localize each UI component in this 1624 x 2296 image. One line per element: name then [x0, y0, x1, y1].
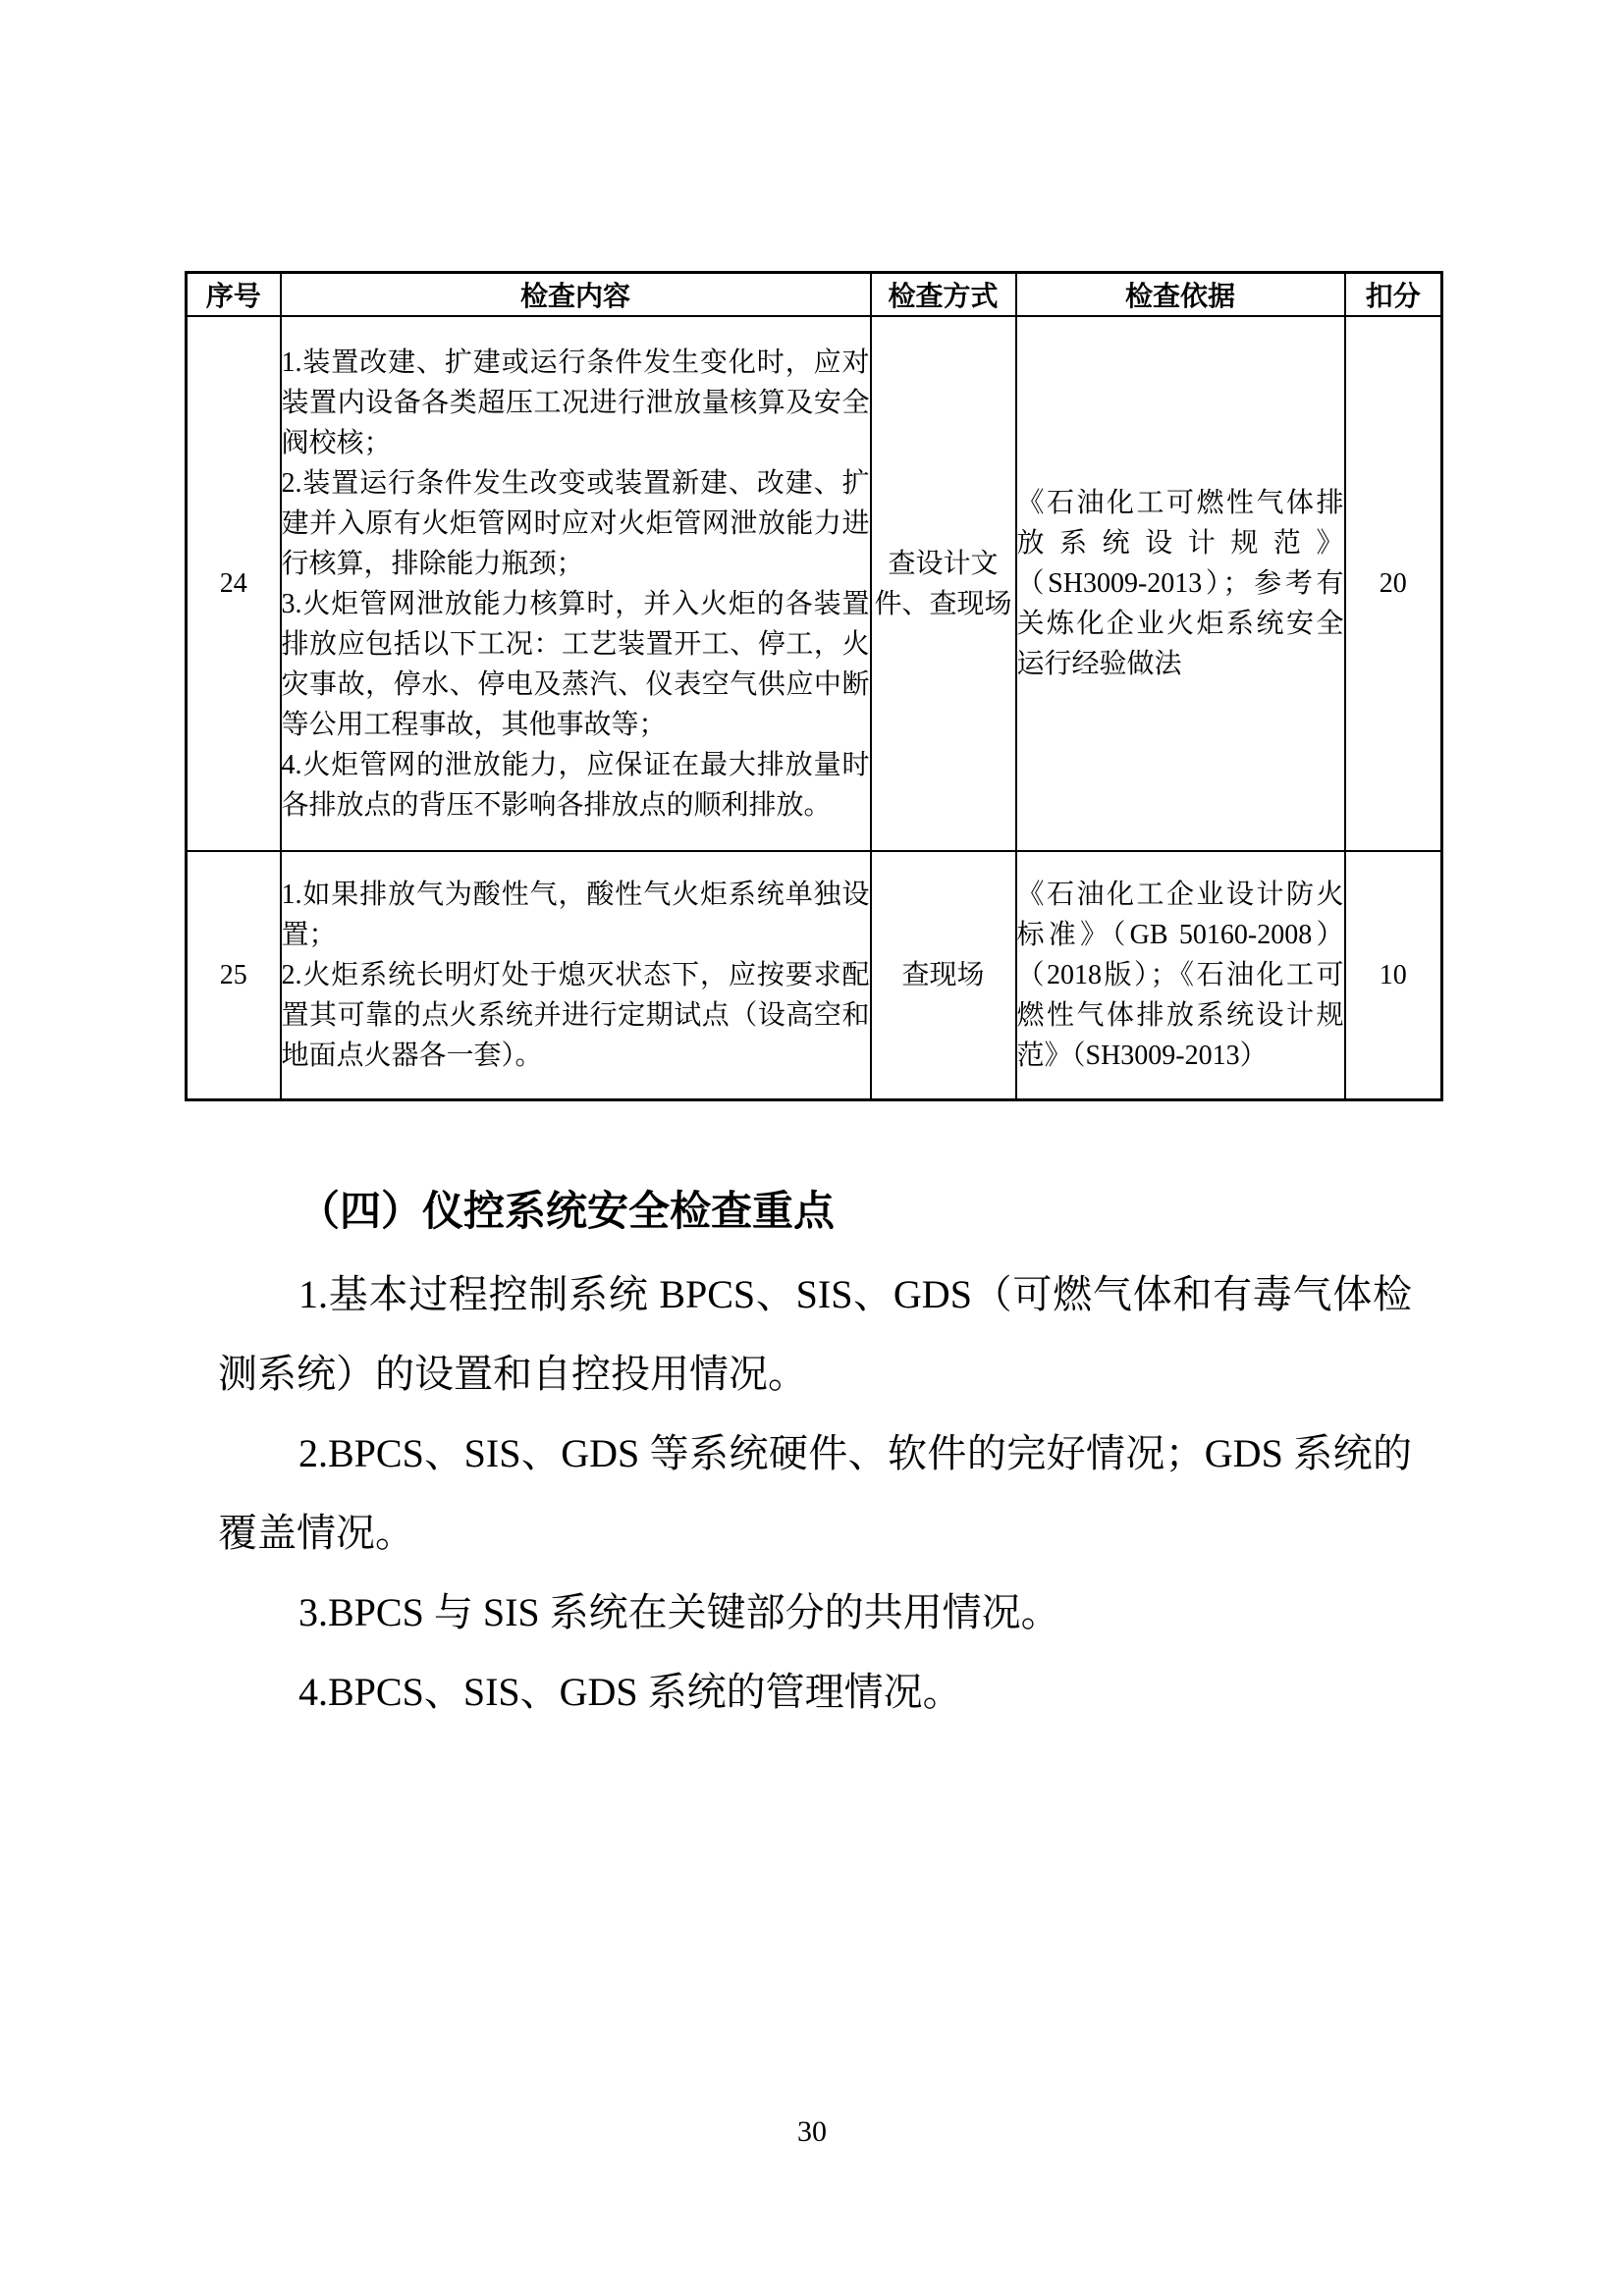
table-header-row [187, 273, 1442, 317]
section-paragraph: 3.BPCS 与 SIS 系统在关键部分的共用情况。 [298, 1590, 1060, 1634]
row-content [281, 851, 871, 1099]
page-number: 30 [797, 2115, 827, 2148]
content-item: 1.装置改建、扩建或运行条件发生变化时，应对装置内设备各类超压工况进行泄放量核算及安全阀校核； [281, 347, 870, 458]
col-header-method: 检查方式 [871, 273, 1016, 317]
section-paragraph: 1.基本过程控制系统 BPCS、SIS、GDS（可燃气体和有毒气体检测系统）的设置和自控投用情况。 [218, 1272, 1412, 1396]
row-deduction: 20 [1345, 316, 1442, 851]
content-item: 4.火炬管网的泄放能力，应保证在最大排放量时各排放点的背压不影响各排放点的顺利排放。 [281, 749, 870, 821]
row-basis: 《石油化工企业设计防火标准》（GB 50160-2008）（2018版）；《石油化工可燃性气体排放系统设计规范》（SH3009-2013） [1016, 851, 1345, 1099]
inspection-table [185, 271, 1443, 1101]
row-method: 查设计文件、查现场 [871, 316, 1016, 851]
content-item: 2.火炬系统长明灯处于熄灭状态下，应按要求配置其可靠的点火系统并进行定期试点（设高空和地面点火器各一套）。 [281, 959, 870, 1071]
row-content [281, 316, 871, 851]
col-header-seq: 序号 [187, 273, 281, 317]
row-deduction: 10 [1345, 851, 1442, 1099]
content-item: 3.火炬管网泄放能力核算时，并入火炬的各装置排放应包括以下工况：工艺装置开工、停工，火灾事故，停水、停电及蒸汽、仪表空气供应中断等公用工程事故，其他事故等； [281, 588, 870, 740]
table-row [187, 851, 1442, 1099]
row-seq: 25 [187, 851, 281, 1099]
col-header-deduction: 扣分 [1345, 273, 1442, 317]
content-item: 2.装置运行条件发生改变或装置新建、改建、扩建并入原有火炬管网时应对火炬管网泄放能力进行核算，排除能力瓶颈； [281, 467, 870, 579]
row-basis: 《石油化工可燃性气体排放系统设计规范》（SH3009-2013）；参考有关炼化企业火炬系统安全运行经验做法 [1016, 316, 1345, 851]
col-header-basis: 检查依据 [1016, 273, 1345, 317]
col-header-content: 检查内容 [281, 273, 871, 317]
section-paragraph: 2.BPCS、SIS、GDS 等系统硬件、软件的完好情况；GDS 系统的覆盖情况。 [218, 1431, 1412, 1555]
section-paragraph: 4.BPCS、SIS、GDS 系统的管理情况。 [298, 1670, 962, 1714]
table-row [187, 316, 1442, 851]
section-4 [218, 1170, 1412, 1732]
row-method: 查现场 [871, 851, 1016, 1099]
section-heading: （四）仪控系统安全检查重点 [298, 1190, 836, 1235]
content-item: 1.如果排放气为酸性气，酸性气火炬系统单独设置； [281, 879, 870, 950]
row-seq: 24 [187, 316, 281, 851]
